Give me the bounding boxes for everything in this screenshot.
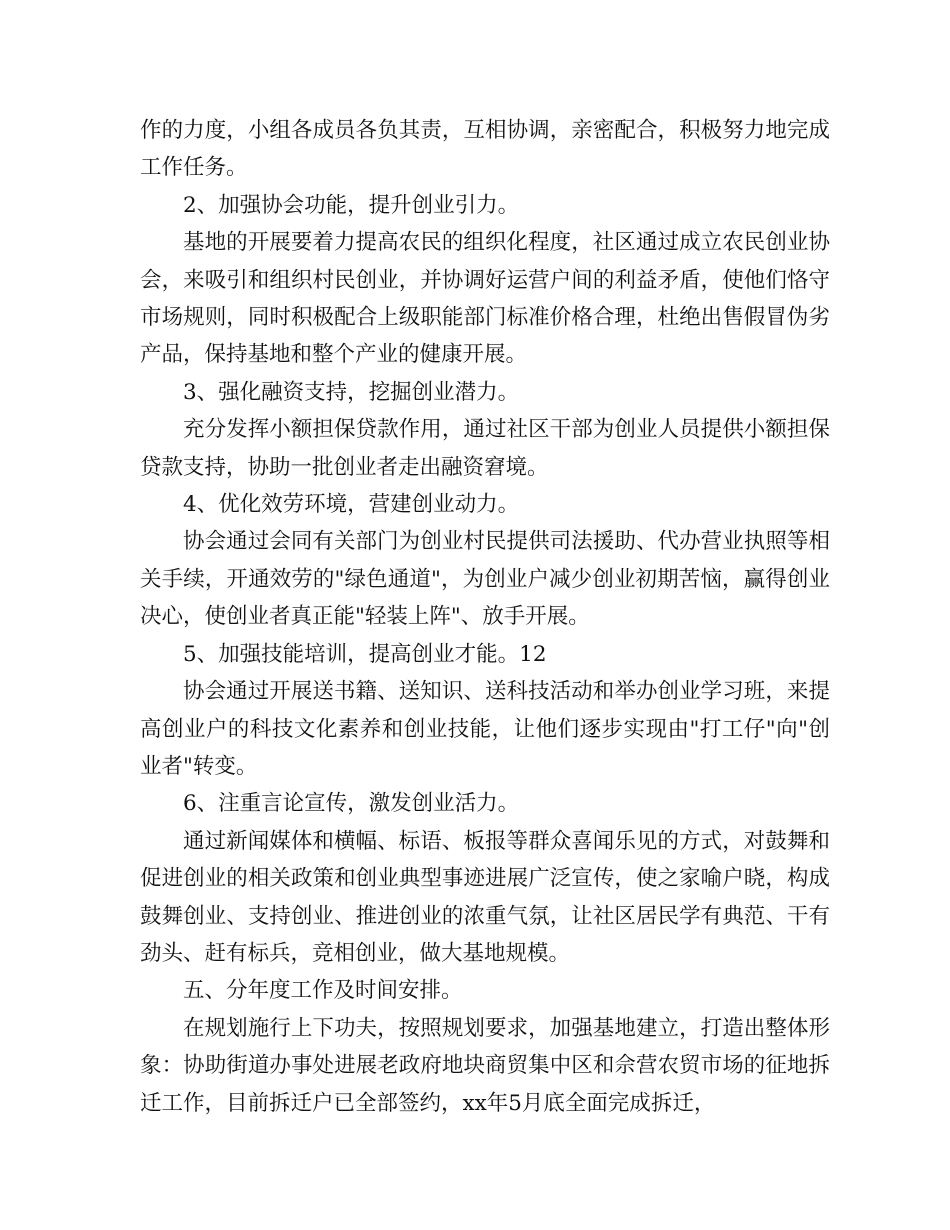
paragraph: 充分发挥小额担保贷款作用，通过社区干部为创业人员提供小额担保贷款支持，协助一批创业者走出融资窘境。	[140, 417, 830, 480]
paragraph: 在规划施行上下功夫，按照规划要求，加强基地建立，打造出整体形象：协助街道办事处进展老政府地块商贸集中区和佘营农贸市场的征地拆迁工作，目前拆迁户已全部签约，xx年5月底全面完成拆迁，	[140, 1015, 830, 1116]
section-heading-2: 2、加强协会功能，提升创业引力。	[183, 192, 520, 218]
paragraph: 通过新闻媒体和横幅、标语、板报等群众喜闻乐见的方式，对鼓舞和促进创业的相关政策和创业典型事迹进展广泛宣传，使之家喻户晓，构成鼓舞创业、支持创业、推进创业的浓重气氛，让社区居民学有典范、干有劲头、赶有标兵，竞相创业，做大基地规模。	[140, 828, 830, 966]
section-heading-3: 3、强化融资支持，挖掘创业潜力。	[183, 379, 520, 405]
section-heading-4: 4、优化效劳环境，营建创业动力。	[183, 492, 520, 518]
section-heading-5: 5、加强技能培训，提高创业才能。12	[183, 641, 547, 667]
chapter-heading-5: 五、分年度工作及时间安排。	[183, 978, 463, 1004]
paragraph-continuation: 作的力度，小组各成员各负其责，互相协调，亲密配合，积极努力地完成工作任务。	[140, 118, 830, 181]
section-heading-6: 6、注重言论宣传，激发创业活力。	[183, 791, 520, 817]
paragraph: 协会通过开展送书籍、送知识、送科技活动和举办创业学习班，来提高创业户的科技文化素养和创业技能，让他们逐步实现由"打工仔"向"创业者"转变。	[140, 679, 830, 779]
paragraph: 协会通过会同有关部门为创业村民提供司法援助、代办营业执照等相关手续，开通效劳的"绿色通道"，为创业户减少创业初期苦恼，赢得创业决心，使创业者真正能"轻装上阵"、放手开展。	[140, 529, 830, 630]
paragraph: 基地的开展要着力提高农民的组织化程度，社区通过成立农民创业协会，来吸引和组织村民创业，并协调好运营户间的利益矛盾，使他们恪守市场规则，同时积极配合上级职能部门标准价格合理，杜绝出售假冒伪劣产品，保持基地和整个产业的健康开展。	[140, 230, 830, 368]
document-body	[140, 112, 830, 1122]
